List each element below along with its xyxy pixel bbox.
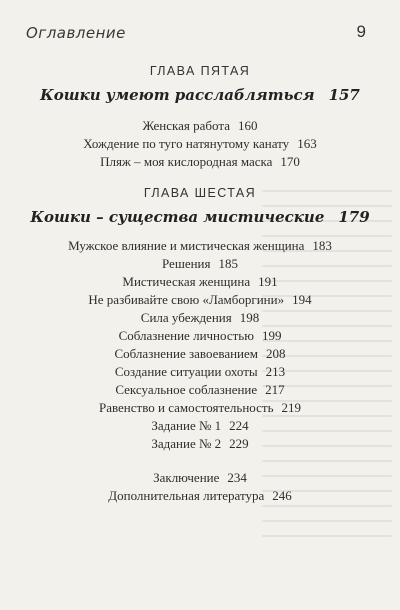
toc-entry-title: Задание № 1 <box>151 418 222 433</box>
toc-entry <box>0 436 400 452</box>
toc-entry <box>0 154 400 170</box>
toc-entry-title: Создание ситуации охоты <box>114 364 258 379</box>
page-number: 9 <box>356 22 366 41</box>
toc-entry-title: Решения <box>161 256 211 271</box>
toc-entry-title: Заключение <box>153 470 220 485</box>
toc-entry-title: Женская работа <box>142 118 230 133</box>
toc-entry-title: Пляж – моя кислородная маска <box>100 154 273 169</box>
toc-entry-title: Сила убеждения <box>140 310 232 325</box>
toc-entry-title: Мужское влияние и мистическая женщина <box>68 238 305 253</box>
toc-entry-page: 208 <box>266 346 286 361</box>
toc-entry <box>0 274 400 290</box>
toc-entry-page: 183 <box>312 238 332 253</box>
toc-entry-conclusion <box>0 470 400 486</box>
toc-entry-title: Дополнительная литература <box>108 488 265 503</box>
toc-entry-page: 199 <box>261 328 282 343</box>
toc-entry-page: 217 <box>265 382 285 397</box>
toc-entry <box>0 328 400 344</box>
toc-entry-page: 224 <box>229 418 249 433</box>
toc-entry-title: Не разбивайте свою «Ламборгини» <box>88 292 285 307</box>
toc-entry-page: 185 <box>218 256 238 271</box>
toc-entry <box>0 418 400 434</box>
toc-entry <box>0 238 400 254</box>
toc-entry <box>0 382 400 398</box>
toc-entry <box>0 346 400 362</box>
toc-entry <box>0 292 400 308</box>
toc-entry-title: Мистическая женщина <box>122 274 251 289</box>
chapter-6-page: 179 <box>338 208 370 226</box>
chapter-5-page: 157 <box>328 86 360 104</box>
toc-entry-page: 229 <box>229 436 249 451</box>
chapter-5-title-text: Кошки умеют расслабляться <box>40 86 315 104</box>
toc-entry-title: Соблазнение завоеванием <box>114 346 259 361</box>
chapter-5-label: ГЛАВА ПЯТАЯ <box>149 64 251 78</box>
toc-entry-page: 191 <box>258 274 278 289</box>
toc-entry <box>0 400 400 416</box>
chapter-5-title <box>0 86 400 104</box>
toc-entry-page: 198 <box>239 310 260 325</box>
toc-entry-title: Равенство и самостоятельность <box>98 400 274 415</box>
toc-entry-further-reading <box>0 488 400 504</box>
toc-entry <box>0 256 400 272</box>
toc-entry-page: 160 <box>237 118 258 133</box>
toc-entry-page: 170 <box>280 154 300 169</box>
chapter-6-title <box>0 208 400 226</box>
chapter-6-title-text: Кошки – существа мистические <box>30 208 325 226</box>
toc-entry <box>0 310 400 326</box>
toc-entry-title: Задание № 2 <box>151 436 222 451</box>
toc-entry <box>0 136 400 152</box>
toc-entry-title: Соблазнение личностью <box>118 328 254 343</box>
toc-entry <box>0 118 400 134</box>
toc-entry-title: Сексуальное соблазнение <box>115 382 258 397</box>
toc-entry-page: 246 <box>272 488 292 503</box>
toc-entry-page: 163 <box>297 136 317 151</box>
toc-entry-page: 194 <box>292 292 312 307</box>
toc-entry-page: 213 <box>265 364 286 379</box>
chapter-6-label: ГЛАВА ШЕСТАЯ <box>143 186 257 200</box>
toc-entry-page: 219 <box>281 400 302 415</box>
toc-entry-title: Хождение по туго натянутому канату <box>83 136 290 151</box>
toc-entry-page: 234 <box>227 470 247 485</box>
running-head: Оглавление <box>26 24 126 42</box>
toc-entry <box>0 364 400 380</box>
